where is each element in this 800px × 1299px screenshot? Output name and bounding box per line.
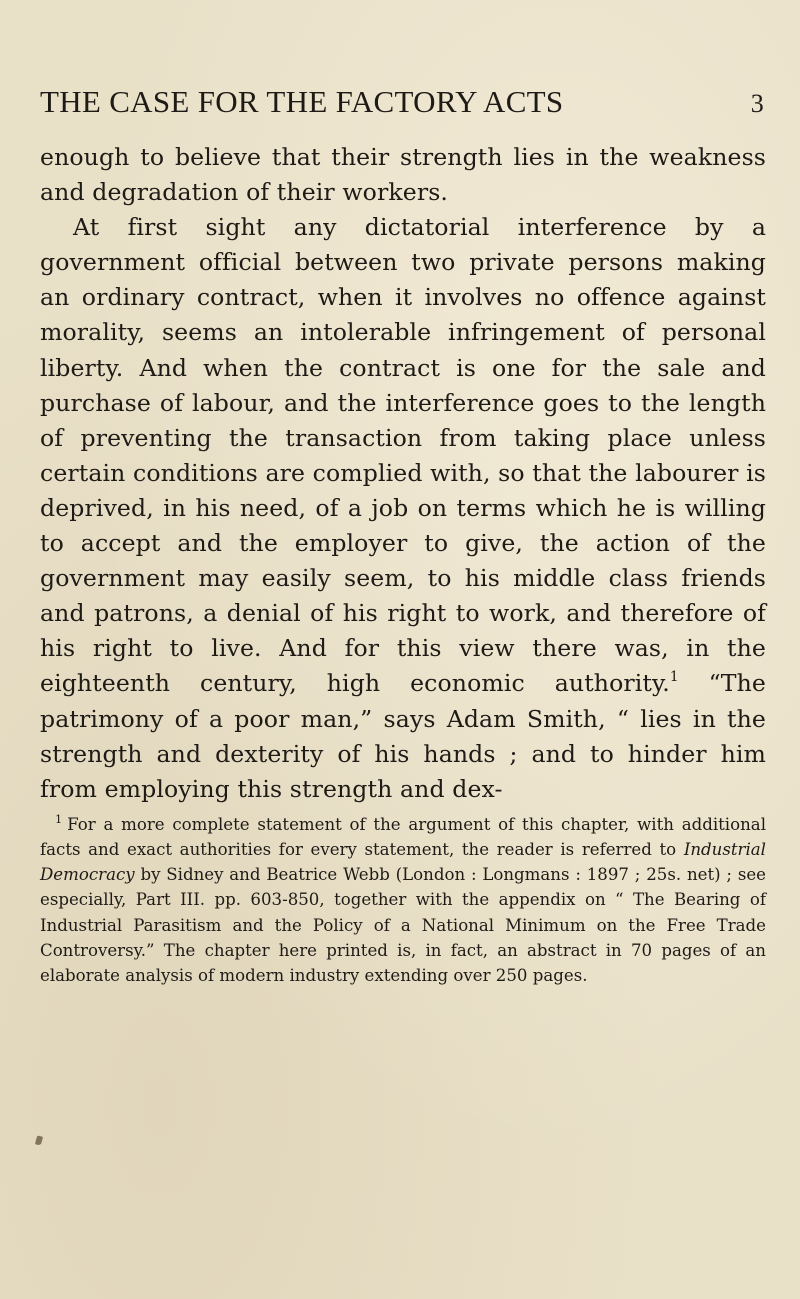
footnote-text-start: For a more complete statement of the argument of this chapter, with additional facts and exact authorities for every statement, the reader is referred to — [40, 814, 766, 859]
footnote-text-end: by Sidney and Beatrice Webb (London : Longmans : 1897 ; 25s. net) ; see especially, Part III. pp. 603-850, together with the appendix on “ The Bearing of Industrial Parasitism and the Policy of a National Minimum on the Free Trade Controversy.” The chapter here printed is, in fact, an abstract in 70 pages of an elaborate analysis of modern industry extending over 250 pages. — [40, 865, 766, 985]
main-text — [40, 140, 766, 807]
footnote-marker: 1 — [55, 813, 63, 827]
book-page — [40, 84, 766, 988]
chapter-title: THE CASE FOR THE FACTORY ACTS — [40, 84, 564, 119]
paragraph-2-text: At first sight any dictatorial interference by a government official between two private persons making an ordinary contract, when it involves no offence against morality, seems an intolerable infringement of personal liberty. And when the contract is one for the sale and purchase of labour, and the interference goes to the length of preventing the transaction from taking place unless certain conditions are complied with, so that the labourer is deprived, in his need, of a job on terms which he is willing to accept and the employer to give, the action of the government may easily seem, to his middle class friends and patrons, a denial of his right to work, and therefore of his right to live. And for this view there was, in the eighteenth century, high economic authority. — [40, 213, 766, 698]
footnote-book-title: Industrial Democracy — [40, 839, 766, 885]
paragraph-2 — [40, 210, 766, 807]
page-number: 3 — [750, 89, 764, 118]
footnote-reference: 1 — [669, 668, 679, 685]
paragraph-1: enough to believe that their strength lies in the weakness and degradation of their workers. — [40, 143, 766, 207]
paragraph-2-continuation: “The patrimony of a poor man,” says Adam Smith, “ lies in the strength and dexterity of his hands ; and to hinder him from employing this strength and dex- — [40, 669, 766, 803]
running-head — [40, 84, 766, 120]
footnotes — [40, 812, 766, 988]
footnote-1 — [40, 812, 766, 988]
paper-speck — [35, 1135, 43, 1145]
